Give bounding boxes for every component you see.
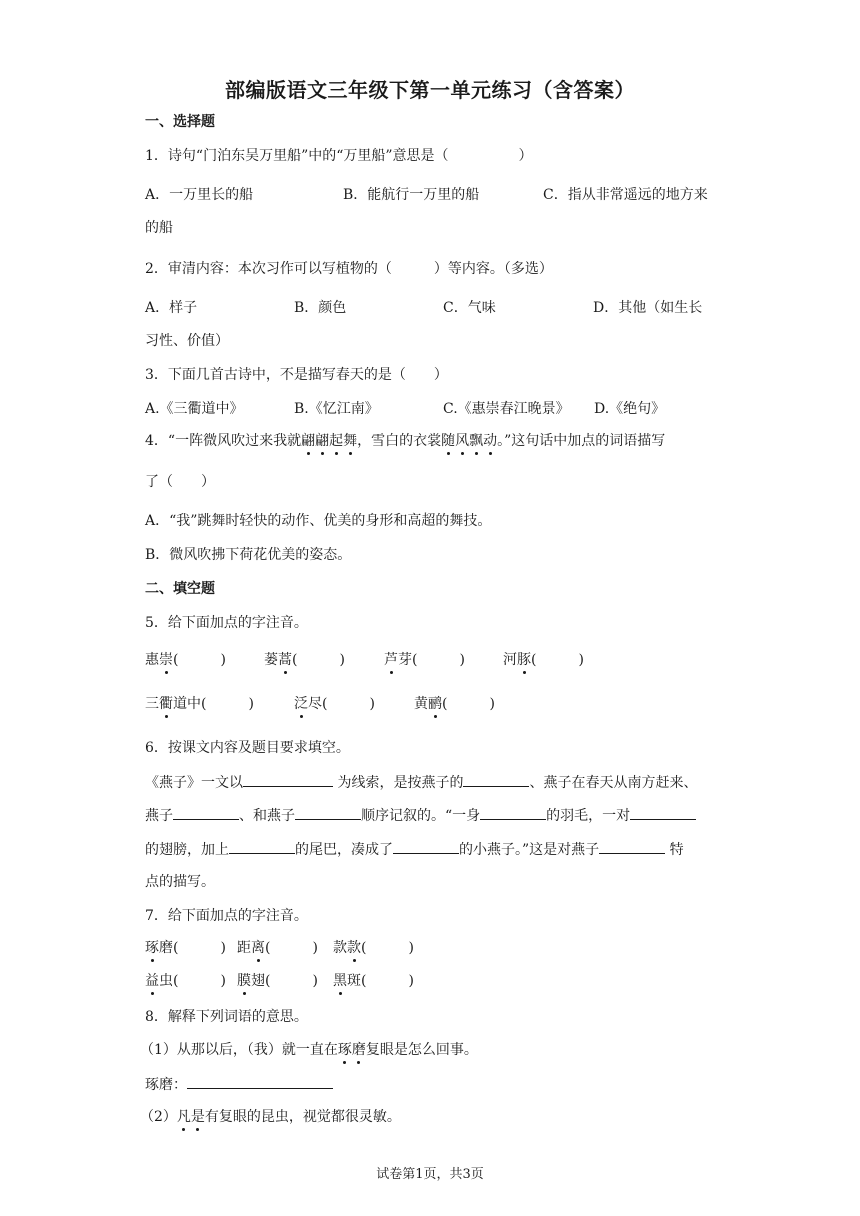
word-prefix: 蒌 — [264, 652, 278, 668]
word-suffix-with-blank: 道中( ) — [173, 696, 254, 712]
emphasis-char: 琢 — [145, 940, 159, 956]
answer-blank[interactable] — [173, 805, 239, 820]
word-prefix: 河 — [503, 652, 517, 668]
dotted-word — [338, 1042, 366, 1058]
q2-option-d-cont: 习性、价值） — [145, 333, 229, 349]
answer-blank[interactable] — [295, 805, 361, 820]
emphasis-char: 翩 — [315, 433, 330, 449]
answer-blank[interactable] — [243, 772, 333, 787]
q3-option-d: D.《绝句》 — [594, 401, 666, 417]
question-2-stem: 2．审清内容：本次习作可以写植物的（ ）等内容。（多选） — [145, 261, 553, 277]
emphasis-char: 益 — [145, 973, 159, 989]
q3-option-c: C.《惠崇春江晚景》 — [443, 401, 570, 417]
q4-option-b: B．微风吹拂下荷花优美的姿态。 — [145, 547, 352, 563]
answer-blank[interactable] — [630, 805, 696, 820]
pinyin-item — [237, 938, 318, 958]
emphasis-char: 随 — [441, 433, 456, 449]
question-4-stem: 4．“一阵微风吹过来我就翩翩起舞，雪白的衣裳随风飘动。”这句话中加点的词语描写 — [145, 433, 666, 449]
word-suffix-with-blank: ( ) — [361, 940, 414, 956]
q6-line-2: 燕子 、和燕子 顺序记叙的。“一身 的羽毛，一对 — [145, 805, 696, 826]
emphasis-char: 衢 — [159, 696, 173, 712]
word-suffix-with-blank: 虫( ) — [159, 973, 226, 989]
pinyin-item — [384, 650, 465, 670]
q1-option-b: B．能航行一万里的船 — [343, 187, 480, 203]
q6-line-3: 的翅膀，加上 的尾巴，凑成了 的小燕子。”这是对燕子 特 — [145, 839, 684, 860]
q2-option-b: B．颜色 — [294, 300, 347, 316]
word-suffix-with-blank: ( ) — [531, 652, 584, 668]
q3-option-a: A.《三衢道中》 — [145, 401, 244, 417]
question-6-stem: 6．按课文内容及题目要求填空。 — [145, 740, 350, 756]
emphasis-char: 磨 — [351, 1042, 366, 1058]
pinyin-item — [333, 938, 414, 958]
question-7-stem: 7．给下面加点的字注音。 — [145, 908, 308, 924]
word-prefix: 三 — [145, 696, 159, 712]
q1-option-c-cont: 的船 — [145, 220, 173, 236]
emphasis-char: 膜 — [237, 973, 251, 989]
dotted-word — [177, 1109, 205, 1125]
dotted-word-1 — [301, 433, 357, 449]
answer-blank[interactable] — [187, 1074, 333, 1089]
word-suffix-with-blank: ( ) — [442, 696, 495, 712]
emphasis-char: 舞 — [343, 433, 358, 449]
question-4-stem-cont: 了（ ） — [145, 474, 215, 490]
word-prefix: 款 — [333, 940, 347, 956]
q8-answer-1: 琢磨： — [145, 1074, 333, 1095]
q3-option-b: B.《忆江南》 — [294, 401, 379, 417]
word-suffix-with-blank: 芽( ) — [398, 652, 465, 668]
emphasis-char: 崇 — [159, 652, 173, 668]
pinyin-item — [145, 694, 254, 714]
emphasis-char: 是 — [190, 1109, 205, 1125]
pinyin-item — [264, 650, 345, 670]
pinyin-item — [145, 938, 226, 958]
emphasis-char: 豚 — [517, 652, 531, 668]
emphasis-char: 蒿 — [278, 652, 292, 668]
pinyin-item — [333, 971, 414, 991]
word-suffix-with-blank: ( ) — [265, 940, 318, 956]
pinyin-item — [237, 971, 318, 991]
word-prefix: 黄 — [414, 696, 428, 712]
emphasis-char: 黑 — [333, 973, 347, 989]
answer-blank[interactable] — [599, 839, 665, 854]
q2-option-a: A．样子 — [145, 300, 198, 316]
q8-sentence-1: （1）从那以后，（我）就一直在琢磨复眼是怎么回事。 — [140, 1042, 478, 1058]
question-3-stem: 3．下面几首古诗中，不是描写春天的是（ ） — [145, 367, 448, 383]
word-suffix-with-blank: ( ) — [292, 652, 345, 668]
q6-line-4: 点的描写。 — [145, 874, 215, 890]
answer-blank[interactable] — [463, 772, 529, 787]
emphasis-char: 款 — [347, 940, 361, 956]
q1-option-c: C．指从非常遥远的地方来 — [543, 187, 708, 203]
question-8-stem: 8．解释下列词语的意思。 — [145, 1009, 308, 1025]
page-footer: 试卷第1页，共3页 — [376, 1167, 484, 1182]
q4-option-a: A．“我”跳舞时轻快的动作、优美的身形和高超的舞技。 — [145, 513, 492, 529]
emphasis-char: 风 — [455, 433, 470, 449]
q2-option-d: D．其他（如生长 — [593, 300, 703, 316]
emphasis-char: 琢 — [337, 1042, 352, 1058]
pinyin-item — [414, 694, 495, 714]
word-suffix-with-blank: 磨( ) — [159, 940, 226, 956]
section-heading-choice: 一、选择题 — [145, 114, 215, 130]
section-heading-fill: 二、填空题 — [145, 581, 215, 597]
word-suffix-with-blank: ( ) — [173, 652, 226, 668]
answer-blank[interactable] — [229, 839, 295, 854]
dotted-word-2 — [441, 433, 497, 449]
emphasis-char: 芦 — [384, 652, 398, 668]
emphasis-char: 翩 — [301, 433, 316, 449]
word-prefix: 惠 — [145, 652, 159, 668]
answer-blank[interactable] — [480, 805, 546, 820]
word-suffix-with-blank: 尽( ) — [308, 696, 375, 712]
pinyin-item — [503, 650, 584, 670]
word-suffix-with-blank: 翅( ) — [251, 973, 318, 989]
pinyin-item — [294, 694, 375, 714]
q1-option-a: A．一万里长的船 — [145, 187, 254, 203]
emphasis-char: 离 — [251, 940, 265, 956]
pinyin-item — [145, 650, 226, 670]
emphasis-char: 泛 — [294, 696, 308, 712]
pinyin-item — [145, 971, 226, 991]
emphasis-char: 动 — [483, 433, 498, 449]
emphasis-char: 起 — [329, 433, 344, 449]
answer-blank[interactable] — [393, 839, 459, 854]
page-title: 部编版语文三年级下第一单元练习（含答案） — [225, 78, 635, 102]
emphasis-char: 凡 — [176, 1109, 191, 1125]
question-5-stem: 5．给下面加点的字注音。 — [145, 615, 308, 631]
q6-line-1: 《燕子》一文以 为线索，是按燕子的 、燕子在春天从南方赶来、 — [145, 772, 697, 793]
emphasis-char: 鹂 — [428, 696, 442, 712]
q8-sentence-2: （2）凡是有复眼的昆虫，视觉都很灵敏。 — [140, 1109, 401, 1125]
q2-option-c: C．气味 — [443, 300, 496, 316]
word-suffix-with-blank: 斑( ) — [347, 973, 414, 989]
emphasis-char: 飘 — [469, 433, 484, 449]
word-prefix: 距 — [237, 940, 251, 956]
question-1-stem: 1．诗句“门泊东吴万里船”中的“万里船”意思是（ ） — [145, 148, 533, 164]
